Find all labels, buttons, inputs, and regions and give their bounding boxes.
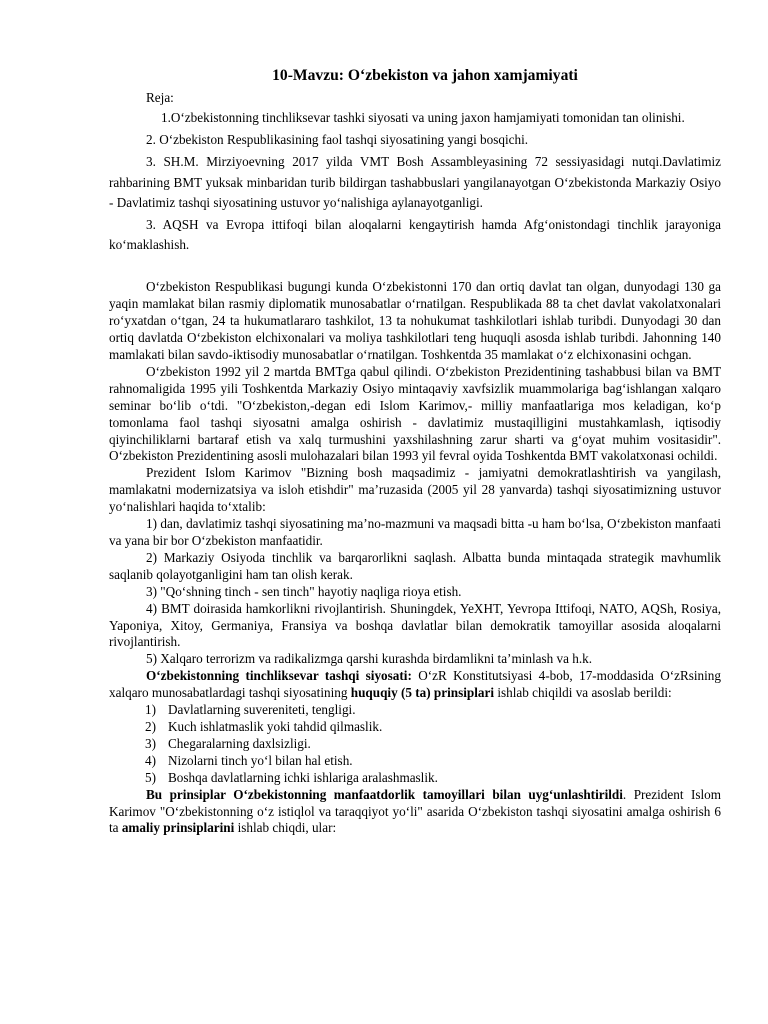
main-text	[109, 279, 721, 837]
plan-item: 1.O‘zbekistonning tinchliksevar tashki siyosati va uning jaxon hamjamiyati tomonidan tan olinishi.	[161, 110, 685, 125]
list-text: Nizolarni tinch yo‘l bilan hal etish.	[168, 752, 353, 768]
paragraph-text: O‘zR Konstitutsiyasi 4-bob, 17-moddasida O‘zRsining xalqaro munosabatlardagi tashqi siyosatining	[109, 668, 721, 701]
bold-phrase: O‘zbekistonning tinchliksevar tashqi siyosati	[146, 668, 408, 684]
paragraph-text: ishlab chiqildi va asoslab berildi:	[494, 685, 672, 701]
bold-colon: :	[407, 668, 419, 684]
bold-phrase: Bu prinsiplar O‘zbekistonning manfaatdorlik tamoyillari bilan uyg‘unlashtirildi	[146, 786, 623, 802]
list-number: 4)	[145, 752, 156, 768]
plan-item: 3. SH.M. Mirziyoevning 2017 yilda VMT Bosh Assambleyasining 72 sessiyasidagi nutqi.Davlatimiz rahbarining BMT yuksak minbaridan turib bildirgan tashabbuslari yangilanayotgan O‘zbekistonda Markaziy Osiyo - Davlatimiz tashqi siyosatining ustuvor yo‘nalishiga aylanayotganligi.	[109, 154, 721, 210]
list-item	[109, 736, 721, 753]
paragraph: O‘zbekiston Respublikasi bugungi kunda O‘zbekistonni 170 dan ortiq davlat tan olgan, dunyodagi 130 ga yaqin mamlakat bilan rasmiy diplomatik munosabatlar o‘rnatilgan. Respublikada 88 ta chet davlat vakolatxonalari ro‘yxatdan o‘tgan, 24 ta hukumatlararo tashkilot, 13 ta nohukumat tashkilotlari ishlab turibdi. Dunyodagi 30 dan ortiq davlatda O‘zbekiston elchixonalari va moliya tashkilotlari teng huquqli asosda ishlab turibdi. Jahonning 140 mamlakati bilan savdo-iktisodiy munosabatlar o‘rnatilgan. Toshkentda 35 mamlakat o‘z elchixonasini ochgan.	[109, 279, 721, 363]
plan-section	[109, 88, 721, 255]
list-item	[109, 770, 721, 787]
plan-item: 3. AQSH va Evropa ittifoqi bilan aloqalarni kengaytirish hamda Afg‘onistondagi tinchlik jarayoniga ko‘maklashish.	[109, 217, 721, 253]
list-number: 2)	[145, 718, 156, 734]
list-text: Kuch ishlatmaslik yoki tahdid qilmaslik.	[168, 718, 383, 734]
paragraph-text: ishlab chiqdi, ular:	[234, 820, 337, 836]
paragraph: 3) "Qo‘shning tinch - sen tinch" hayotiy naqliga rioya etish.	[146, 583, 462, 599]
bold-phrase: huquqiy (5 ta) prinsiplari	[350, 685, 495, 701]
list-item	[109, 702, 721, 719]
list-text: Chegaralarning daxlsizligi.	[168, 735, 311, 751]
principles-list	[109, 702, 721, 787]
list-item	[109, 719, 721, 736]
list-number: 3)	[145, 735, 156, 751]
paragraph: 1) dan, davlatimiz tashqi siyosatining ma’no-mazmuni va maqsadi bitta -u ham bo‘lsa, O‘zbekiston manfaati va yana bir bor O‘zbekiston manfaatidir.	[109, 516, 721, 549]
paragraph: 2) Markaziy Osiyoda tinchlik va barqarorlikni saqlash. Albatta bunda mintaqada strategik mavhumlik saqlanib qolayotganligini ham tan olish kerak.	[109, 549, 721, 582]
plan-item: 2. O‘zbekiston Respublikasining faol tashqi siyosatining yangi bosqichi.	[146, 132, 529, 148]
list-text: Boshqa davlatlarning ichki ishlariga aralashmaslik.	[168, 769, 438, 785]
plan-label: Reja:	[146, 90, 174, 105]
paragraph: 5) Xalqaro terrorizm va radikalizmga qarshi kurashda birdamlikni ta’minlash va h.k.	[146, 651, 593, 667]
paragraph-text: . Prezident Islom Karimov "O‘zbekistonning o‘z istiqlol va taraqqiyot yo‘li" asarida O‘zbekiston tashqi siyosatini amalga oshirish 6 ta	[109, 786, 721, 836]
bold-phrase: amaliy prinsiplarini	[121, 820, 235, 836]
paragraph: O‘zbekiston 1992 yil 2 martda BMTga qabul qilindi. O‘zbekiston Prezidentining tashabbusi bilan va BMT rahnomaligida 1995 yili Toshkentda Markaziy Osiyo mintaqaviy xavfsizlik muammolariga bag‘ishlangan xalqaro seminar bo‘lib o‘tdi. "O‘zbekiston,-degan edi Islom Karimov,- milliy manfaatlariga mos keladigan, ko‘p tomonlama faol tashqi siyosatni amalga oshirish - davlatimiz mustaqilligini mustahkamlash, iqtisodiy qiyinchiliklarni bartaraf etish va xalq turmushini yaxshilashning zarur sharti va g‘oyat muhim vositasidir". O‘zbekiston Prezidentining asosli mulohazalari bilan 1993 yil fevral oyida Toshkentda BMT vakolatxonasi ochildi.	[109, 363, 721, 464]
paragraph	[109, 787, 721, 838]
paragraph: 4) BMT doirasida hamkorlikni rivojlantirish. Shuningdek, YeXHT, Yevropa Ittifoqi, NATO, AQSh, Rosiya, Yaponiya, Xitoy, Germaniya, Fransiya va boshqa davlatlar bilan demokratik tamoyillar asosida aloqalarni rivojlantirish.	[109, 600, 721, 650]
paragraph: Prezident Islom Karimov "Bizning bosh maqsadimiz - jamiyatni demokratlashtirish va yangilash, mamlakatni modernizatsiya va isloh etishdir" ma’ruzasida (2005 yil 28 yanvarda) tashqi siyosatimizning ustuvor yo‘nalishlari haqida to‘xtalib:	[109, 465, 721, 515]
list-number: 1)	[145, 702, 156, 718]
list-text: Davlatlarning suvereniteti, tengligi.	[168, 702, 356, 718]
list-item	[109, 753, 721, 770]
document-title: 10-Mavzu: O‘zbekiston va jahon xamjamiyati	[272, 67, 578, 84]
list-number: 5)	[145, 769, 156, 785]
paragraph	[109, 668, 721, 702]
